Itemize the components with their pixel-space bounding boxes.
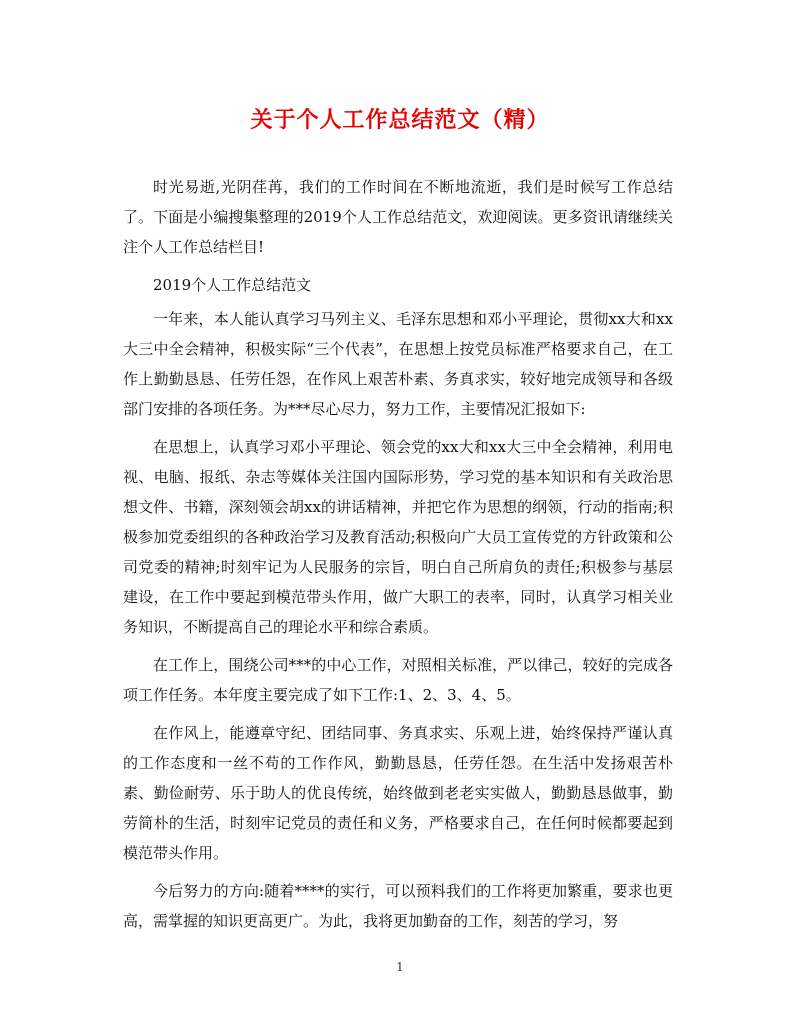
section-heading: 2019个人工作总结范文 (153, 276, 312, 294)
document-title: 关于个人工作总结范文（精） (250, 108, 550, 133)
paragraph-future: 今后努力的方向:随着****的实行，可以预料我们的工作将更加繁重，要求也更高，需掌握的知识更高更广。为此，我将更加勤奋的工作，刻苦的学习，努 (123, 882, 673, 930)
page-number: 1 (396, 960, 404, 974)
paragraph-work: 在工作上，围绕公司***的中心工作，对照相关标准，严以律己，较好的完成各项工作任务。本年度主要完成了如下工作:1、2、3、4、5。 (123, 656, 673, 704)
paragraph-intro: 时光易逝,光阴荏苒，我们的工作时间在不断地流逝，我们是时候写工作总结了。下面是小编搜集整理的2019个人工作总结范文，欢迎阅读。更多资讯请继续关注个人工作总结栏目! (123, 178, 673, 256)
paragraph-thought: 在思想上，认真学习邓小平理论、领会党的xx大和xx大三中全会精神，利用电视、电脑、报纸、杂志等媒体关注国内国际形势，学习党的基本知识和有关政治思想文件、书籍，深刻领会胡xx的讲话精神，并把它作为思想的纲领，行动的指南;积极参加党委组织的各种政治学习及教育活动;积极向广大员工宣传党的方针政策和公司党委的精神;时刻牢记为人民服务的宗旨，明白自己所肩负的责任;积极参与基层建设，在工作中要起到模范带头作用，做广大职工的表率，同时，认真学习相关业务知识，不断提高自己的理论水平和综合素质。 (123, 438, 673, 636)
paragraph-style: 在作风上，能遵章守纪、团结同事、务真求实、乐观上进，始终保持严谨认真的工作态度和一丝不苟的工作作风，勤勤恳恳，任劳任怨。在生活中发扬艰苦朴素、勤俭耐劳、乐于助人的优良传统，始终做到老老实实做人，勤勤恳恳做事，勤劳简朴的生活，时刻牢记党员的责任和义务，严格要求自己，在任何时候都要起到模范带头作用。 (123, 724, 673, 862)
document-body (123, 172, 673, 944)
paragraph-overview: 一年来，本人能认真学习马列主义、毛泽东思想和邓小平理论，贯彻xx大和xx大三中全会精神，积极实际“三个代表”，在思想上按党员标准严格要求自己，在工作上勤勤恳恳、任劳任怨，在作风上艰苦朴素、务真求实，较好地完成领导和各级部门安排的各项任务。为***尽心尽力，努力工作，主要情况汇报如下: (123, 310, 673, 418)
